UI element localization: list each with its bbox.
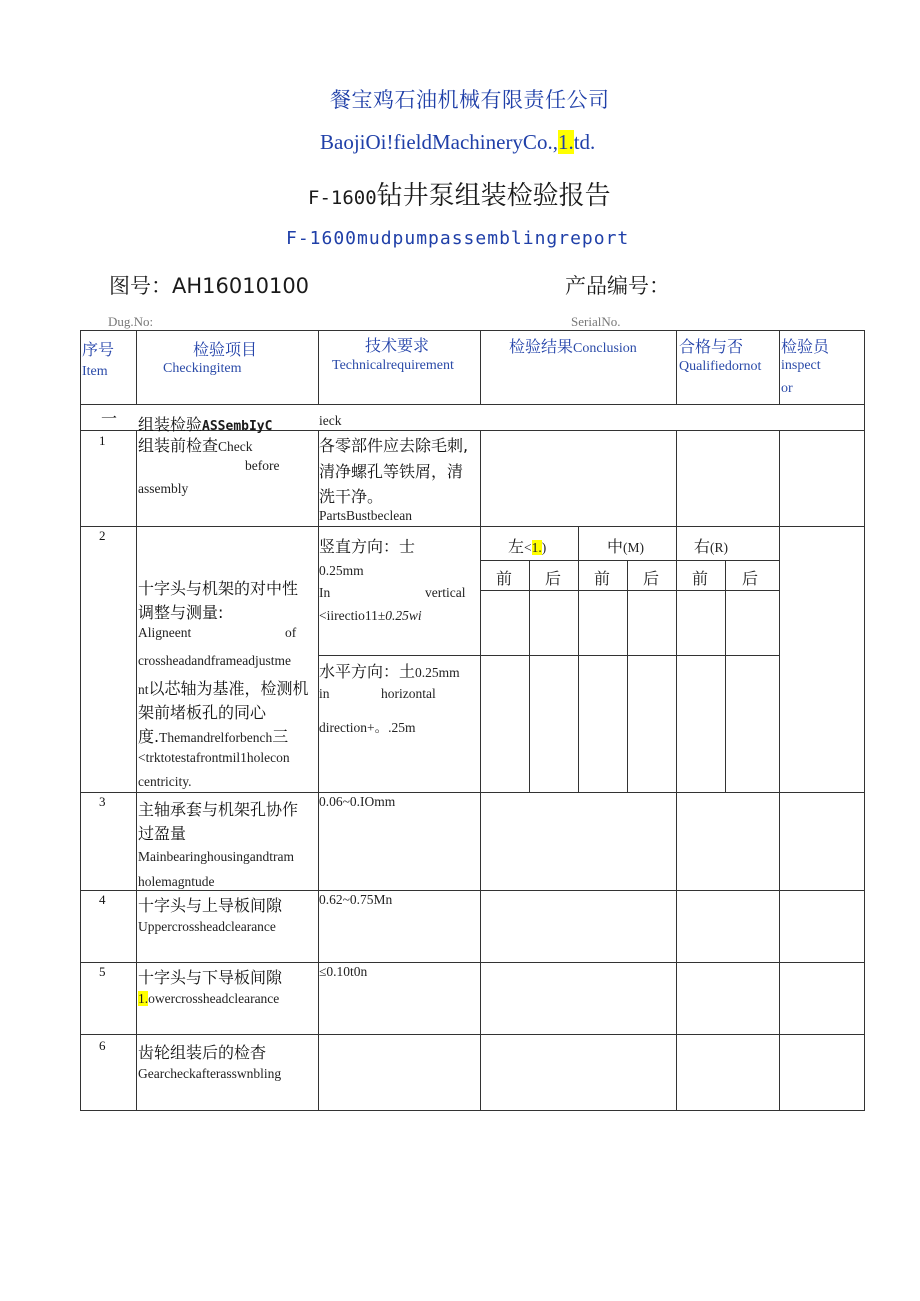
rear-label: 后 xyxy=(742,569,759,588)
highlighted-text: 1. xyxy=(138,991,149,1006)
row2-item-cn2: 调整与测量: xyxy=(138,603,224,622)
drawing-number-en: Dug.No: xyxy=(108,314,154,329)
vertical-req-en1b: vertical xyxy=(425,585,466,600)
rule xyxy=(80,330,865,331)
col-req-cn: 技术要求 xyxy=(365,336,430,355)
row2-item-en1b: of xyxy=(285,625,297,640)
row1-req-cn1: 各零部件应去除毛刺, xyxy=(319,436,469,455)
company-name-cn: 餐宝鸡石油机械有限责任公司 xyxy=(330,88,610,112)
col-result-en: Conclusion xyxy=(573,341,637,356)
col-qualified-cn: 合格与否 xyxy=(679,337,744,356)
row1-item-cn: 组装前检查 xyxy=(138,436,219,455)
row2-item-mix2-cn2: 三 xyxy=(272,727,289,746)
row5-item-cn: 十字头与下导板间隙 xyxy=(138,968,283,987)
serial-number-label: 产品编号： xyxy=(565,274,670,298)
position-middle xyxy=(607,534,644,557)
rule xyxy=(480,430,481,1110)
position-left-post: ) xyxy=(541,540,547,555)
company-en-tail: td. xyxy=(573,130,596,154)
company-en-part: BaojiOi!fieldMachineryCo., xyxy=(320,130,558,154)
rule xyxy=(480,560,780,561)
row1-req-cn3: 洗干净。 xyxy=(319,487,384,506)
row2-item-cn1: 十字头与机架的对中性 xyxy=(138,579,299,598)
col-req-en: Technicalrequirement xyxy=(332,358,454,373)
front-label: 前 xyxy=(594,569,611,588)
row3-item-cn1: 主轴承套与机架孔协作 xyxy=(138,800,299,819)
rule xyxy=(779,430,780,1110)
row1-item-en: Check xyxy=(218,439,253,454)
row2-item-en2: crossheadandframeadjustme xyxy=(138,653,291,668)
col-item-en: Checkingitem xyxy=(163,361,242,376)
front-label: 前 xyxy=(692,569,709,588)
row-number: 1 xyxy=(99,433,106,448)
row2-item-mix-cn: 以芯轴为基准，检测机 xyxy=(148,679,309,698)
position-middle-en: (M) xyxy=(623,540,645,555)
col-inspector-en1: inspect xyxy=(781,358,821,373)
vertical-req-en1: In xyxy=(319,585,331,600)
row3-item-en2: holemagntude xyxy=(138,874,215,889)
row-number: 6 xyxy=(99,1038,106,1053)
position-left-pre: < xyxy=(524,540,532,555)
col-item-cn: 检验项目 xyxy=(193,340,258,359)
row-number: 4 xyxy=(99,892,106,907)
rule xyxy=(136,330,137,404)
horizontal-req-en1b: horizontal xyxy=(381,686,436,701)
row2-item-mix-en: nt xyxy=(138,682,149,697)
col-inspector-cn: 检验员 xyxy=(781,337,830,356)
row4-requirement: 0.62~0.75Mn xyxy=(319,892,393,907)
row1-req-cn2: 清净螺孔等铁屑，清 xyxy=(319,462,464,481)
company-name-en xyxy=(320,130,595,155)
rule xyxy=(480,330,481,404)
row6-item-cn: 齿轮组装后的检杳 xyxy=(138,1043,267,1062)
rule xyxy=(80,526,865,527)
rule xyxy=(676,792,677,1110)
col-result-cn: 检验结果 xyxy=(509,337,574,356)
rule xyxy=(80,1034,865,1035)
col-inspector-en2: or xyxy=(781,381,793,396)
section-title-tail: ieck xyxy=(319,413,342,428)
rule xyxy=(627,560,628,792)
rule xyxy=(529,560,530,792)
rule xyxy=(725,560,726,792)
rule xyxy=(578,526,579,792)
drawing-number: 图号：AH16010100 xyxy=(109,274,310,298)
row2-item-mix2-en: Themandrelforbench xyxy=(159,730,273,745)
rule xyxy=(779,330,780,404)
rule xyxy=(676,430,677,526)
row2-item-en1: Aligneent xyxy=(138,625,192,640)
col-no-cn: 序号 xyxy=(82,340,115,359)
serial-number-en: SerialNo. xyxy=(571,314,621,329)
rear-label: 后 xyxy=(545,569,562,588)
front-label: 前 xyxy=(496,569,513,588)
row2-item-mix xyxy=(138,676,309,699)
row-number: 2 xyxy=(99,528,106,543)
rule xyxy=(136,430,137,1110)
row2-item-cn3: 架前堵板孔的同心 xyxy=(138,703,267,722)
vertical-req-en2-italic: 0.25wi xyxy=(385,608,422,623)
col-result xyxy=(509,334,637,357)
position-left-cn: 左 xyxy=(508,537,525,556)
row3-item-en1: Mainbearinghousingandtram xyxy=(138,849,294,864)
horizontal-req-cn: 水平方向：土 xyxy=(319,662,416,681)
row5-requirement: ≤0.10t0n xyxy=(319,964,368,979)
position-left xyxy=(508,534,546,557)
horizontal-req xyxy=(319,659,460,682)
rule xyxy=(676,526,677,792)
row1-item-en3: assembly xyxy=(138,481,189,496)
col-qualified-en: Qualifiedornot xyxy=(679,359,762,374)
row3-requirement: 0.06~0.IOmm xyxy=(319,794,396,809)
rule xyxy=(318,655,780,656)
rule xyxy=(318,330,319,404)
section-number: 一 xyxy=(101,409,118,428)
row6-item-en: Gearcheckafterasswnbling xyxy=(138,1066,282,1081)
vertical-req-en2-text: <iirectio11± xyxy=(319,608,386,623)
rule xyxy=(80,890,865,891)
horizontal-req-en1: in xyxy=(319,686,330,701)
report-title-en: F-1600mudpumpassemblingreport xyxy=(286,228,630,249)
section-title-en: ASSembIyC xyxy=(202,419,273,434)
rule xyxy=(80,792,865,793)
rule xyxy=(80,962,865,963)
rule xyxy=(318,430,319,1110)
title-text: 钻井泵组装检验报告 xyxy=(376,181,611,211)
col-no-en: Item xyxy=(82,364,108,379)
title-model: F-1600 xyxy=(308,187,377,209)
row4-item-cn: 十字头与上导板间隙 xyxy=(138,896,283,915)
position-right-en: (R) xyxy=(710,540,729,555)
position-right xyxy=(694,534,728,557)
rule xyxy=(480,590,780,591)
row5-item-en-text: owercrossheadclearance xyxy=(148,991,280,1006)
rule xyxy=(80,1110,865,1111)
row2-item-en5: centricity. xyxy=(138,774,192,789)
row-number: 3 xyxy=(99,794,106,809)
rear-label: 后 xyxy=(643,569,660,588)
horizontal-req-value: 0.25mm xyxy=(415,665,460,680)
rule xyxy=(80,330,81,1110)
position-middle-cn: 中 xyxy=(607,537,624,556)
row2-item-mix2-cn: 度. xyxy=(138,727,160,746)
row2-item-mix2 xyxy=(138,724,288,747)
row1-req-en: PartsBustbeclean xyxy=(319,508,412,523)
section-title xyxy=(138,412,272,435)
vertical-req-value: 0.25mm xyxy=(319,563,364,578)
row-number: 5 xyxy=(99,964,106,979)
section-title-cn: 组装检验 xyxy=(138,415,203,434)
vertical-req-en2 xyxy=(319,608,422,624)
highlighted-text: 1. xyxy=(531,540,542,555)
row2-item-en4: <trktotestafrontmil1holecon xyxy=(138,750,290,765)
rule xyxy=(864,330,865,1110)
row3-item-cn2: 过盈量 xyxy=(138,824,187,843)
rule xyxy=(676,330,677,404)
row5-item-en xyxy=(138,991,279,1007)
highlighted-text: 1. xyxy=(557,130,574,154)
rule xyxy=(80,404,865,405)
position-right-cn: 右 xyxy=(694,537,711,556)
row4-item-en: Uppercrossheadclearance xyxy=(138,919,276,934)
report-title-cn xyxy=(308,175,611,212)
row1-item-en2: before xyxy=(245,458,280,473)
vertical-req-cn: 竖直方向：士 xyxy=(319,537,416,556)
row1-item xyxy=(138,433,253,456)
horizontal-req-en2: direction+。.25m xyxy=(319,720,416,735)
